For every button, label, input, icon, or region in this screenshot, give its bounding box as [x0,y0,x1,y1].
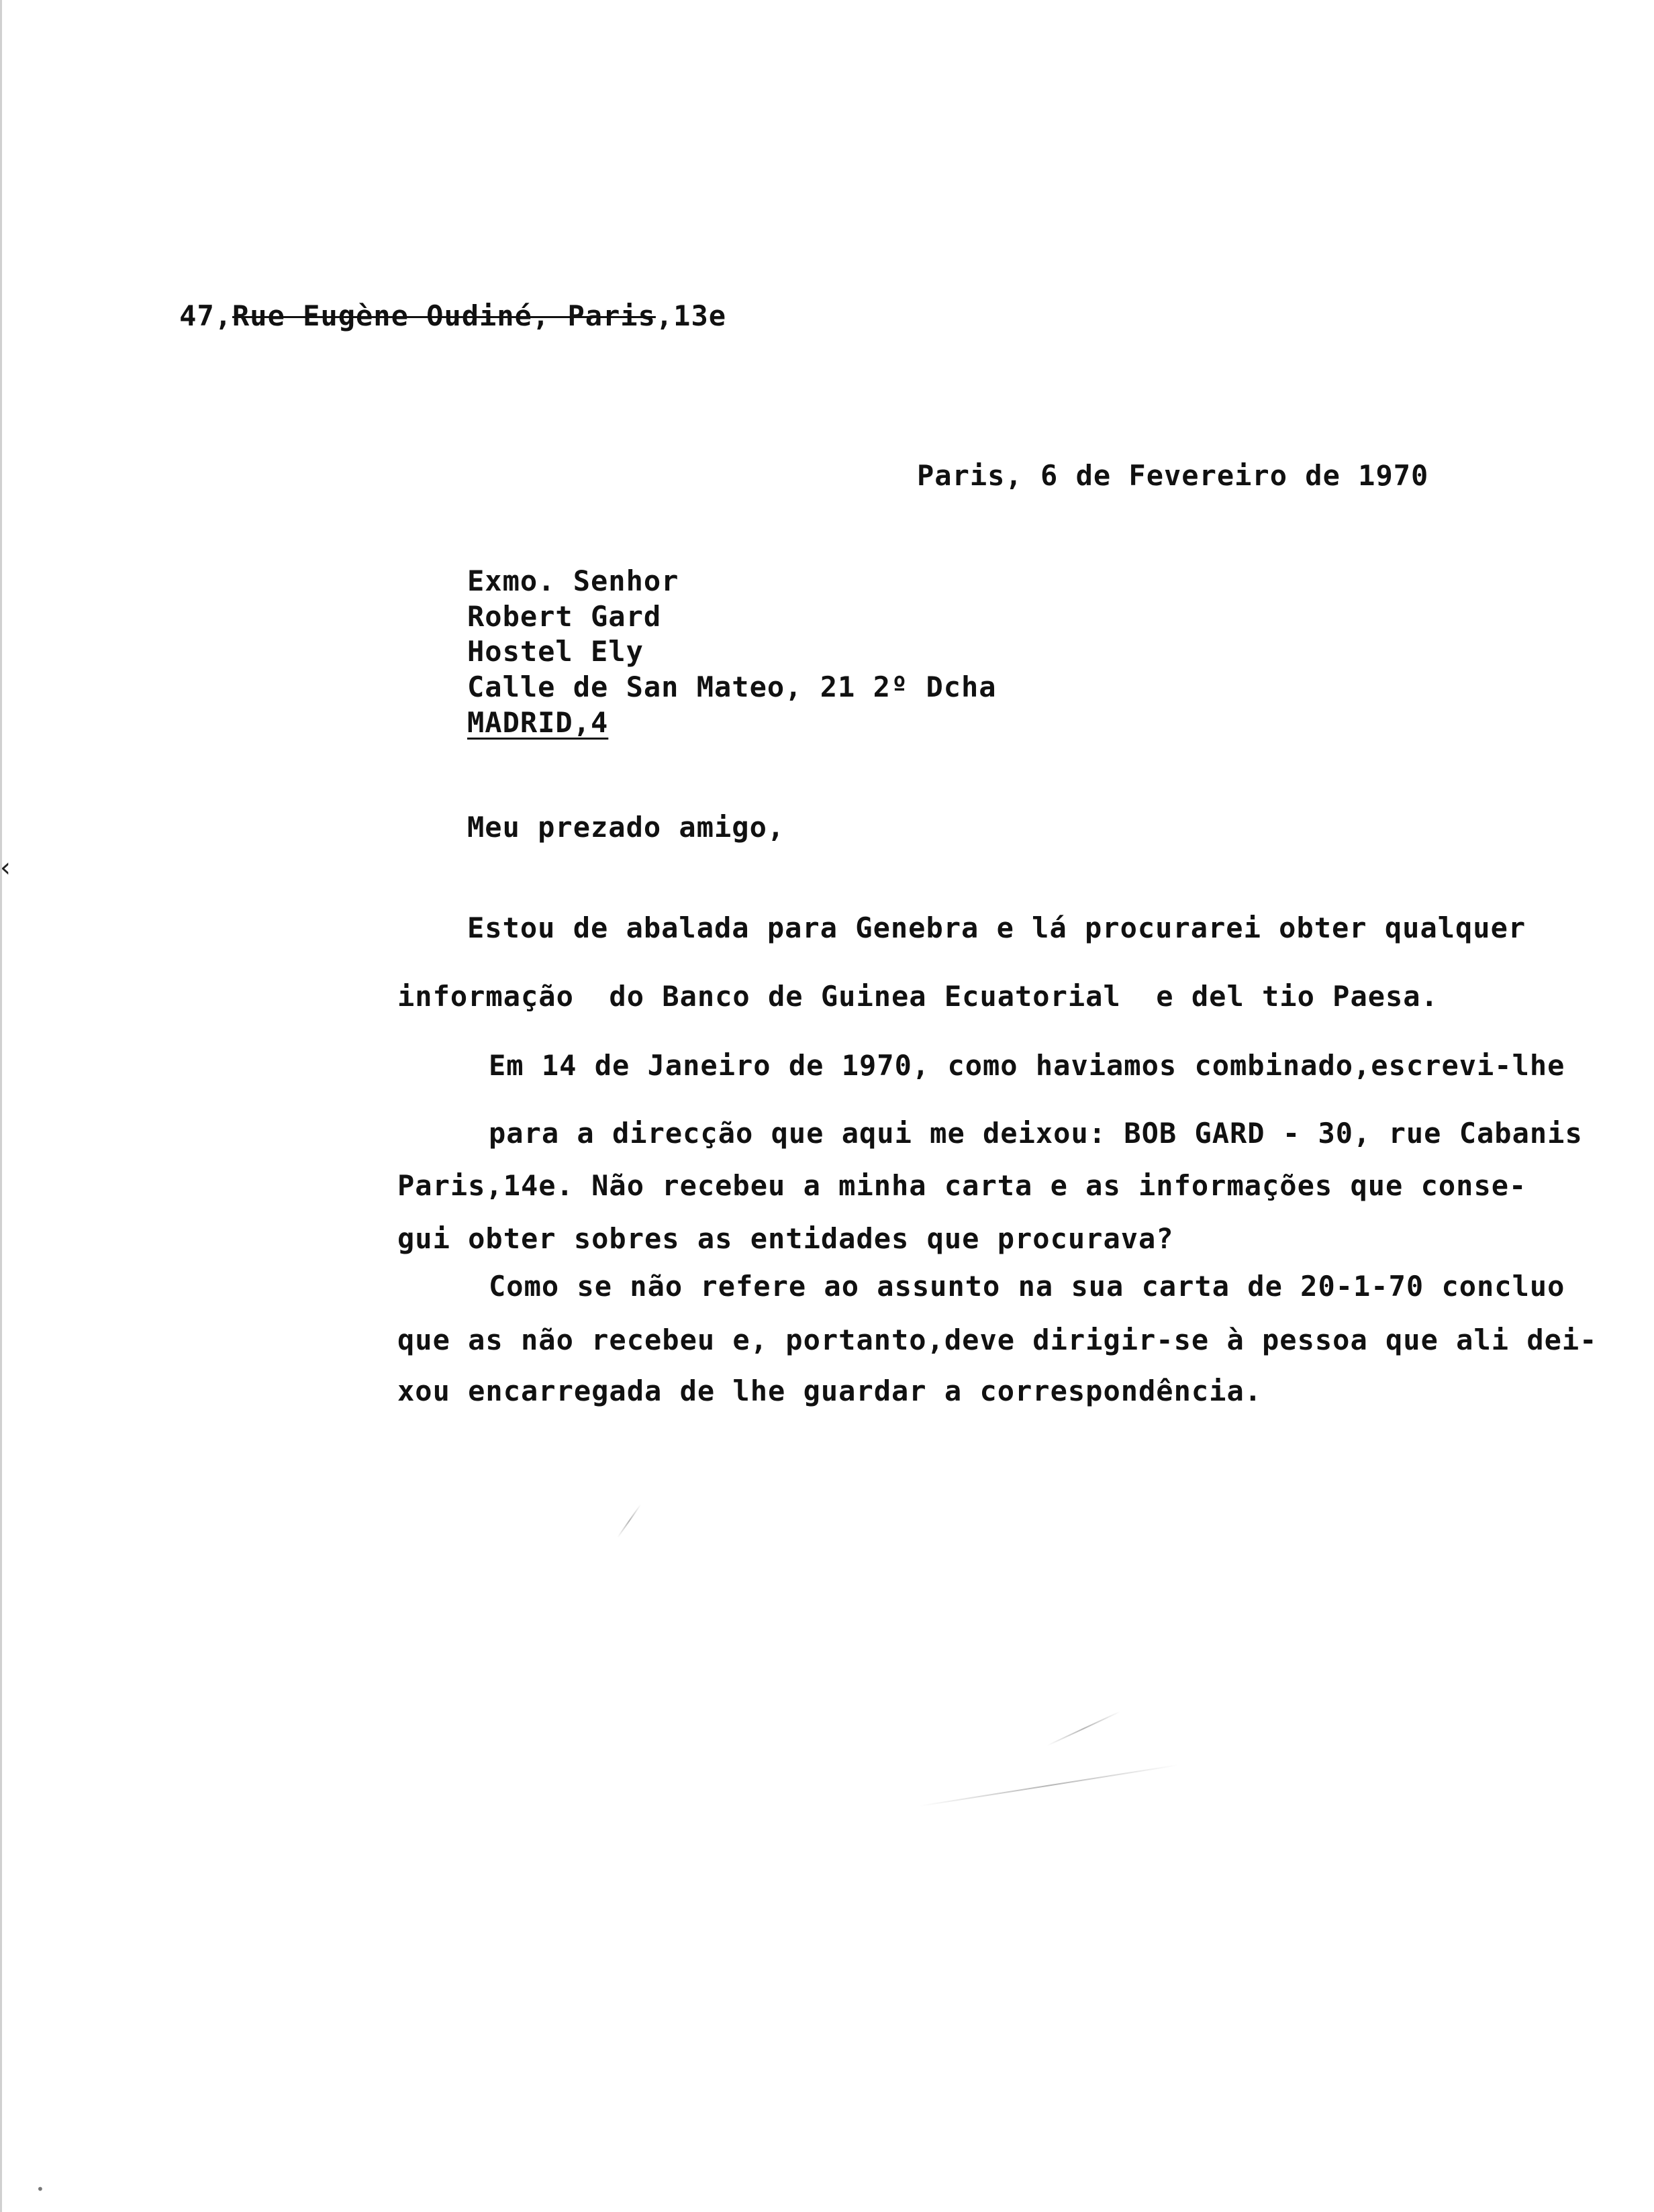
pencil-mark [1047,1711,1121,1746]
body-line: xou encarregada de lhe guardar a correspondência. [397,1374,1263,1407]
date-line: Paris, 6 de Fevereiro de 1970 [917,459,1429,492]
body-line: Paris,14e. Não recebeu a minha carta e as informações que conse- [397,1169,1527,1202]
pencil-mark [920,1764,1179,1807]
recipient-name: Robert Gard [467,600,662,633]
body-line: para a direcção que aqui me deixou: BOB GARD - 30, rue Cabanis [489,1117,1583,1150]
body-line: informação do Banco de Guinea Ecuatorial e del tio Paesa. [397,980,1439,1013]
body-line: que as não recebeu e, portanto,deve dirigir-se à pessoa que ali dei- [397,1323,1598,1356]
body-line: Como se não refere ao assunto na sua carta de 20-1-70 concluo [489,1270,1565,1303]
recipient-street: Calle de San Mateo, 21 2º Dcha [467,670,997,703]
recipient-title: Exmo. Senhor [467,564,679,597]
recipient-city: MADRID,4 [467,706,609,739]
paper-speck: • [36,2181,44,2197]
recipient-hotel: Hostel Ely [467,635,644,668]
page-left-edge [0,0,2,2212]
body-line: Em 14 de Janeiro de 1970, como haviamos combinado,escrevi-lhe [489,1049,1565,1082]
sender-address-number: 47, [179,299,233,332]
sender-address [109,274,726,358]
pencil-mark [617,1504,641,1538]
sender-address-district: ,13e [655,299,727,332]
body-line: gui obter sobres as entidades que procurava? [397,1222,1174,1255]
punch-hole-mark: ‹ [0,852,11,883]
body-line: Estou de abalada para Genebra e lá procurarei obter qualquer [467,911,1526,944]
sender-address-struck: Rue Eugène Oudiné, Paris [232,299,656,332]
greeting: Meu prezado amigo, [467,811,785,844]
